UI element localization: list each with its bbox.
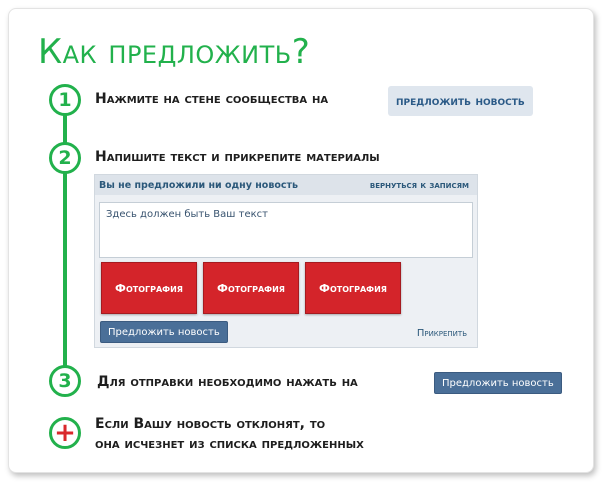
suggest-news-chip[interactable]: предложить новость — [388, 86, 533, 116]
rejection-note-line-1: Если Вашу новость отклонят, то — [95, 416, 326, 432]
step-3-number: 3 — [49, 365, 81, 397]
panel-header — [95, 175, 477, 195]
panel-status-text: Вы не предложили ни одну новость — [99, 179, 299, 191]
step-2-number: 2 — [49, 142, 81, 174]
step-3-text: Для отправки необходимо нажать на — [97, 374, 358, 390]
suggest-news-panel — [94, 174, 478, 348]
rejection-note-line-2: она исчезнет из списка предложенных — [95, 436, 364, 452]
rejection-note — [95, 414, 364, 454]
plus-icon: + — [49, 417, 81, 449]
suggest-news-button-example[interactable]: Предложить новость — [434, 372, 562, 394]
photo-button-1[interactable]: Фотография — [101, 262, 197, 314]
photo-button-3[interactable]: Фотография — [305, 262, 401, 314]
post-text-input[interactable]: Здесь должен быть Ваш текст — [99, 202, 473, 258]
step-1-number: 1 — [49, 84, 81, 116]
step-2-text: Напишите текст и прикрепите материалы — [95, 149, 380, 165]
page-title: Как предложить? — [38, 32, 311, 72]
attach-link[interactable]: Прикрепить — [416, 328, 467, 339]
back-to-posts-link[interactable]: вернуться к записям — [369, 179, 469, 191]
photo-button-2[interactable]: Фотография — [203, 262, 299, 314]
step-1-text: Нажмите на стене сообщества на — [95, 91, 329, 107]
suggest-news-button[interactable]: Предложить новость — [100, 321, 228, 343]
